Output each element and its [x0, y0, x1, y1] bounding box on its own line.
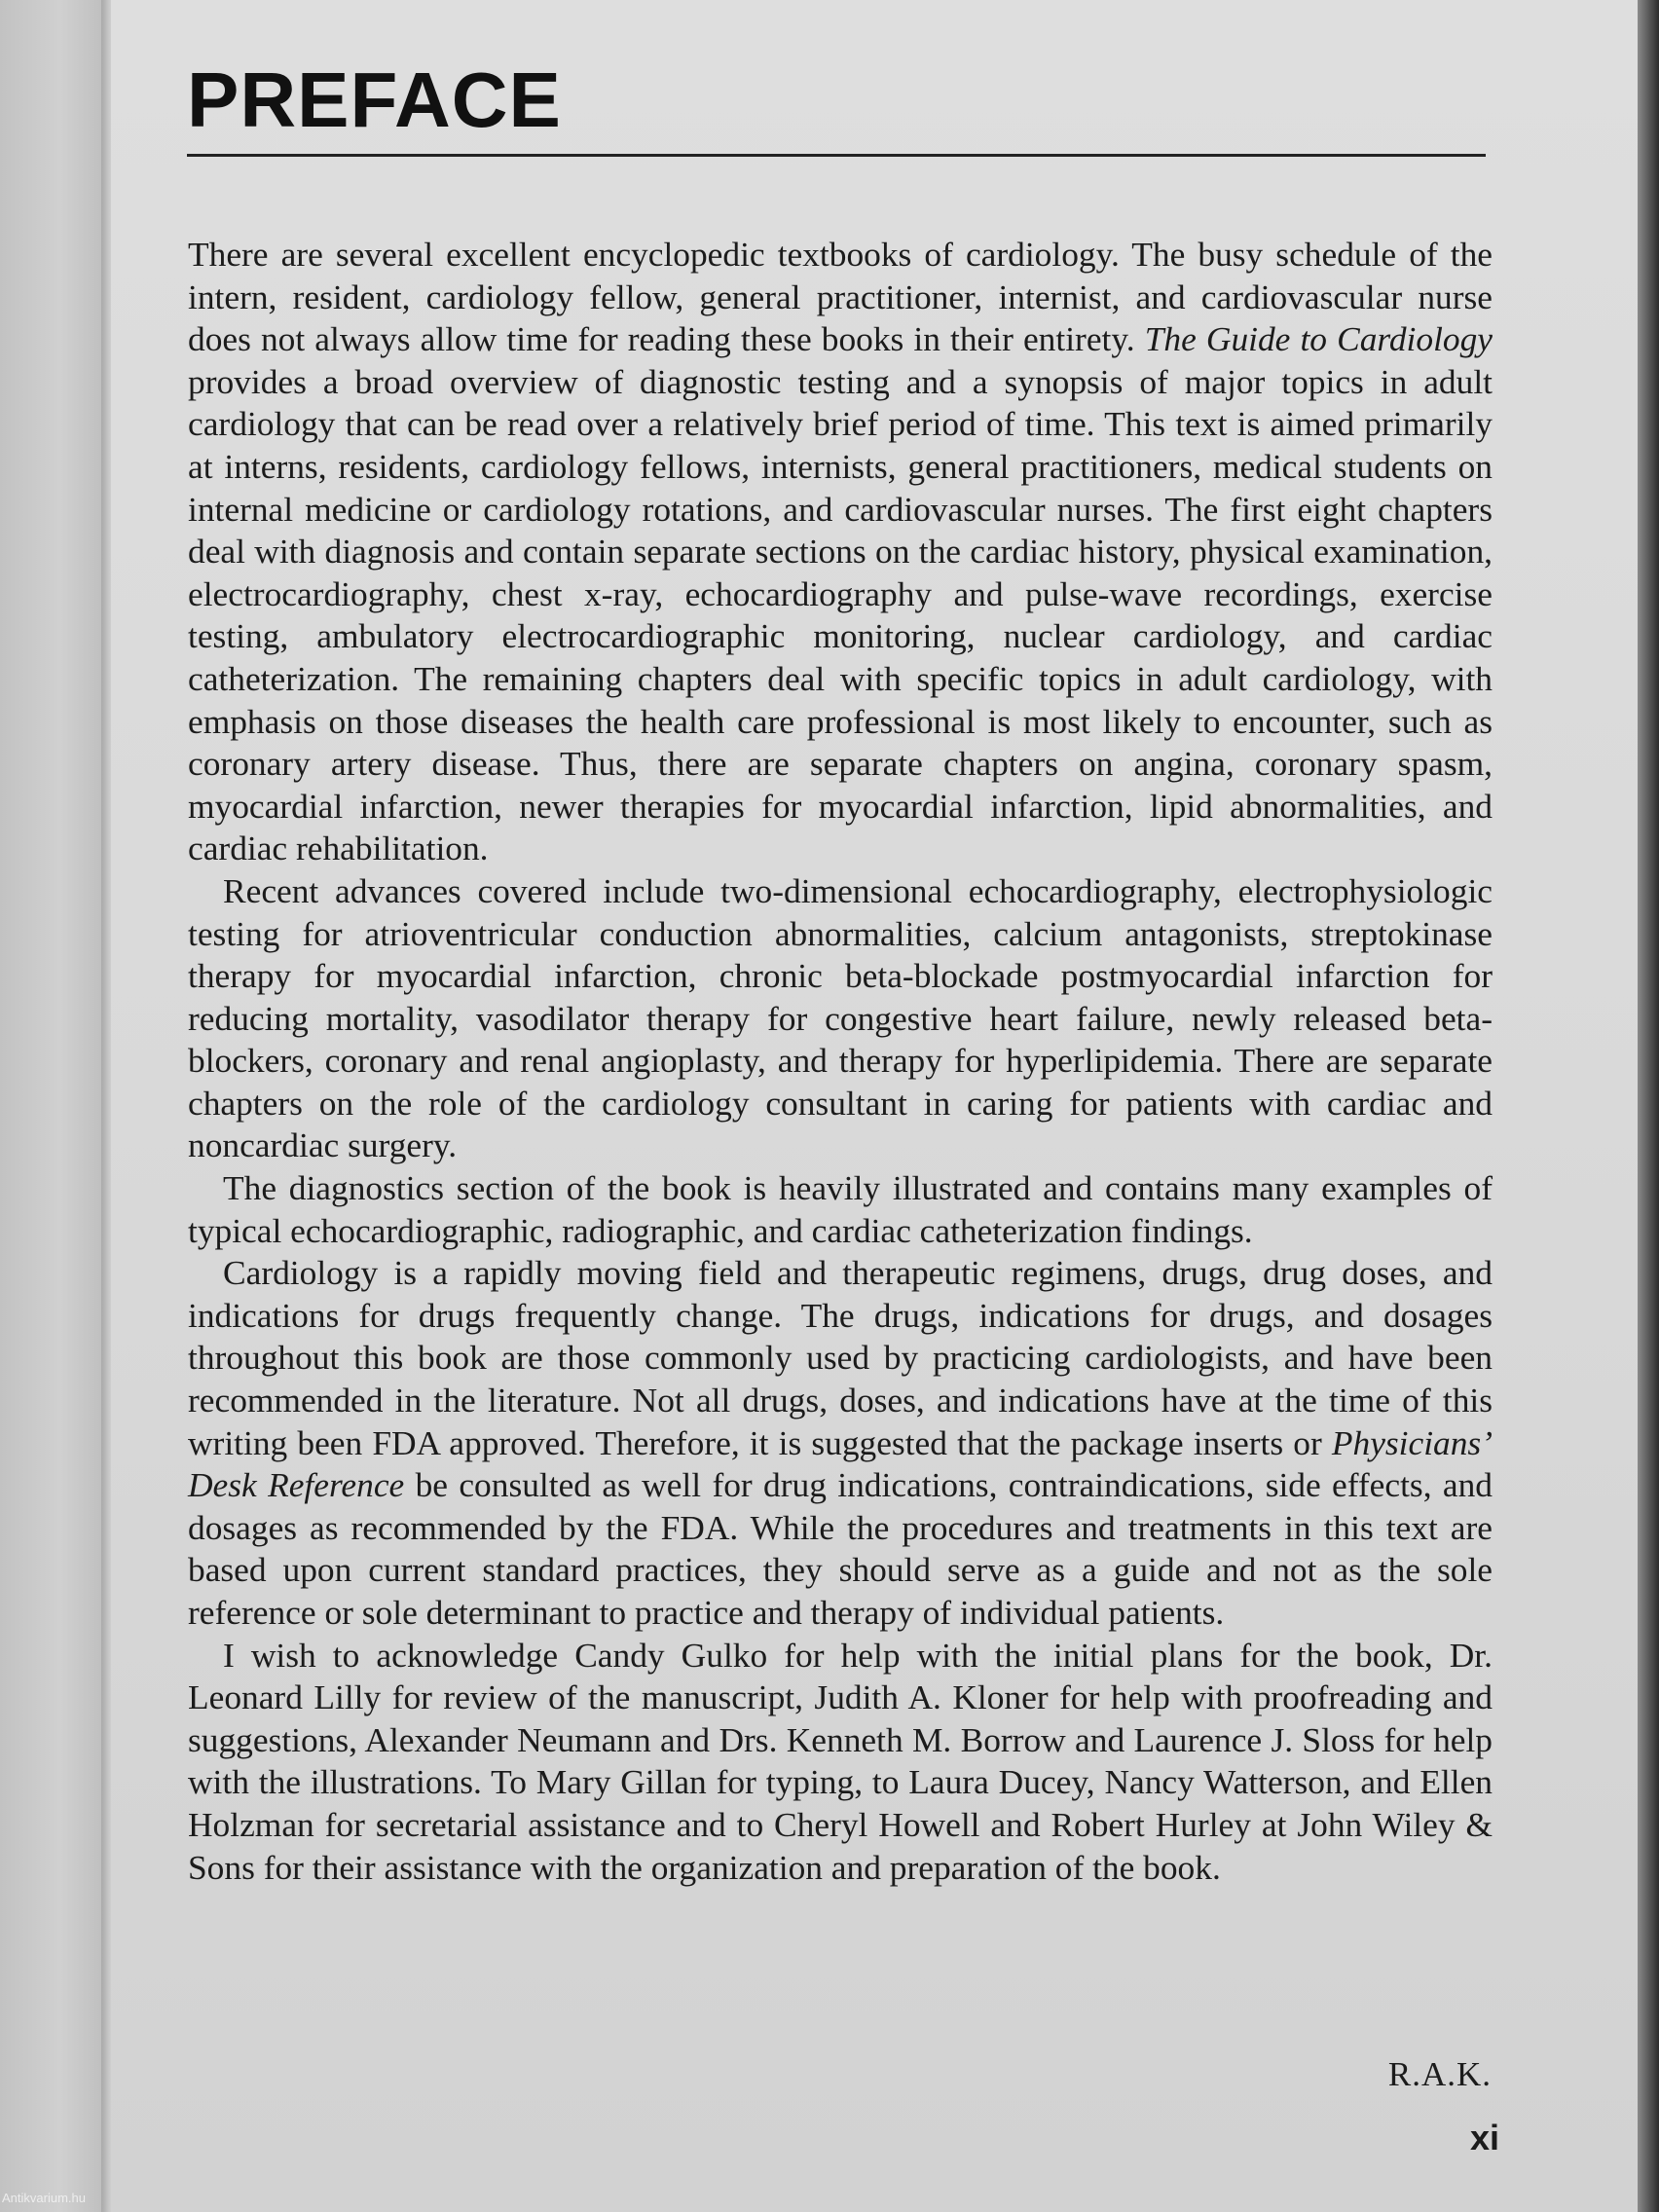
- reference-title-italic: Physicians’ Desk Reference: [188, 1422, 1493, 1505]
- paragraph-5: I wish to acknowledge Candy Gulko for help with the initial plans for the book, Dr. Leonard Lilly for review of the manuscript, Judith A. Kloner for help with proofreading and suggestions, Alexander Neumann and Drs. Kenneth M. Borrow and Laurence J. Sloss for help with the illustrations. To Mary Gillan for typing, to Laura Ducey, Nancy Watterson, and Ellen Holzman for secretarial assistance and to Cheryl Howell and Robert Hurley at John Wiley & Sons for their assistance with the organization and preparation of the book.: [188, 1635, 1493, 1887]
- page-heading: PREFACE: [187, 56, 562, 143]
- paragraph-1: [188, 234, 1493, 870]
- paragraph-2: Recent advances covered include two-dimensional echocardiography, electrophysiologic testing for atrioventricular conduction abnormalities, calcium antagonists, streptokinase therapy for myocardial infarction, chronic beta-blockade postmyocardial infarction for reducing mortality, vasodilator therapy for congestive heart failure, newly released beta-blockers, coronary and renal angioplasty, and therapy for hyperlipidemia. There are separate chapters on the role of the cardiology consultant in caring for patients with cardiac and noncardiac surgery.: [188, 870, 1493, 1165]
- book-gutter: [101, 0, 111, 2212]
- paragraph-3: The diagnostics section of the book is heavily illustrated and contains many examples of typical echocardiographic, radiographic, and cardiac catheterization findings.: [188, 1168, 1493, 1250]
- paragraph-4-text-b: be consulted as well for drug indications, contraindications, side effects, and dosages as recommended by the FDA. While the procedures and treatments in this text are based upon current standard practices, they should serve as a guide and not as the sole reference or sole determinant to practice and therapy of individual patients.: [188, 1465, 1493, 1632]
- page-number: xi: [1469, 2118, 1499, 2157]
- heading-rule: [187, 154, 1486, 157]
- previous-page-edge: [0, 0, 109, 2212]
- book-title-italic: The Guide to Cardiology: [1144, 319, 1493, 359]
- paragraph-4-text-a: Cardiology is a rapidly moving field and therapeutic regimens, drugs, drug doses, and indications for drugs frequently change. The drugs, indications for drugs, and dosages throughout this book are those commonly used by practicing cardiologists, and have been recommended in the literature. Not all drugs, doses, and indications have at the time of this writing been FDA approved. Therefore, it is suggested that the package inserts or: [188, 1253, 1493, 1462]
- author-signature: R.A.K.: [1387, 2055, 1492, 2093]
- preface-body: [188, 234, 1493, 1889]
- watermark: Antikvarium.hu: [2, 2191, 86, 2205]
- page-edge-shadow: [1638, 0, 1659, 2212]
- paragraph-4: [188, 1252, 1493, 1634]
- paragraph-1-text-b: provides a broad overview of diagnostic testing and a synopsis of major topics in adult cardiology that can be read over a relatively brief period of time. This text is aimed primarily at interns, residents, cardiology fellows, internists, general practitioners, medical students on internal medicine or cardiology rotations, and cardiovascular nurses. The first eight chapters deal with diagnosis and contain separate sections on the cardiac history, physical examination, electrocardiography, chest x-ray, echocardiography and pulse-wave recordings, exercise testing, ambulatory electrocardiographic monitoring, nuclear cardiology, and cardiac catheterization. The remaining chapters deal with specific topics in adult cardiology, with emphasis on those diseases the health care professional is most likely to encounter, such as coronary artery disease. Thus, there are separate chapters on angina, coronary spasm, myocardial infarction, newer therapies for myocardial infarction, lipid abnormalities, and cardiac rehabilitation.: [188, 361, 1493, 868]
- paragraph-1-text-a: There are several excellent encyclopedic textbooks of cardiology. The busy schedule of the intern, resident, cardiology fellow, general practitioner, internist, and cardiovascular nurse does not always allow time for reading these books in their entirety.: [188, 235, 1493, 359]
